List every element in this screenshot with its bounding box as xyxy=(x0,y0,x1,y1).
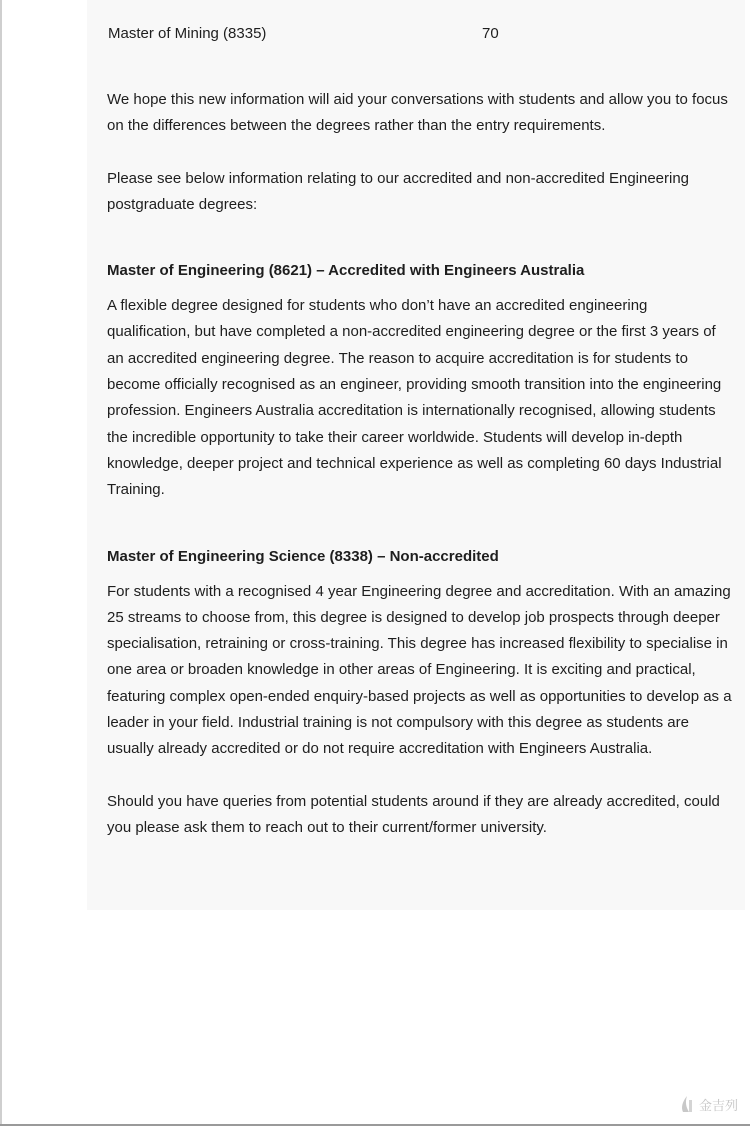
watermark xyxy=(679,1094,738,1114)
section-body-master-of-engineering-science: For students with a recognised 4 year Engineering degree and accreditation. With an amazing 25 streams to choose from, this degree is designed to develop job prospects through deeper specialisation, retraining or cross-training. This degree has increased flexibility to specialise in one area or broaden knowledge in other areas of Engineering. It is exciting and practical, featuring complex open-ended enquiry-based projects as well as opportunities to develop as a leader in your field. Industrial training is not compulsory with this degree as students are usually already accredited or do not require accreditation with Engineers Australia. xyxy=(107,582,732,758)
document-body xyxy=(107,87,732,841)
section-heading-master-of-engineering-science: Master of Engineering Science (8338) – Non-accredited xyxy=(107,547,499,565)
page-number: 70 xyxy=(482,25,499,42)
watermark-text: 金吉列 xyxy=(698,1097,738,1113)
logo-icon xyxy=(679,1094,697,1114)
intro-paragraph-2: Please see below information relating to our accredited and non-accredited Engineering postgraduate degrees: xyxy=(107,169,690,213)
page-header-title: Master of Mining (8335) xyxy=(108,25,267,42)
page-left-border xyxy=(0,0,2,1126)
section-heading-master-of-engineering: Master of Engineering (8621) – Accredited with Engineers Australia xyxy=(107,262,585,280)
section-body-master-of-engineering: A flexible degree designed for students who don’t have an accredited engineering qualification, but have completed a non-accredited engineering degree or the first 3 years of an accredited engineering degree. The reason to acquire accreditation is for students to become officially recognised as an engineer, providing smooth transition into the engineering profession. Engineers Australia accreditation is internationally recognised, allowing students the incredible opportunity to take their career worldwide. Students will develop in-depth knowledge, deeper project and technical experience as well as completing 60 days Industrial Training. xyxy=(107,297,722,499)
intro-paragraph-1: We hope this new information will aid your conversations with students and allow you to focus on the differences between the degrees rather than the entry requirements. xyxy=(107,91,728,135)
closing-paragraph: Should you have queries from potential students around if they are already accredited, could you please ask them to reach out to their current/former university. xyxy=(107,792,720,836)
